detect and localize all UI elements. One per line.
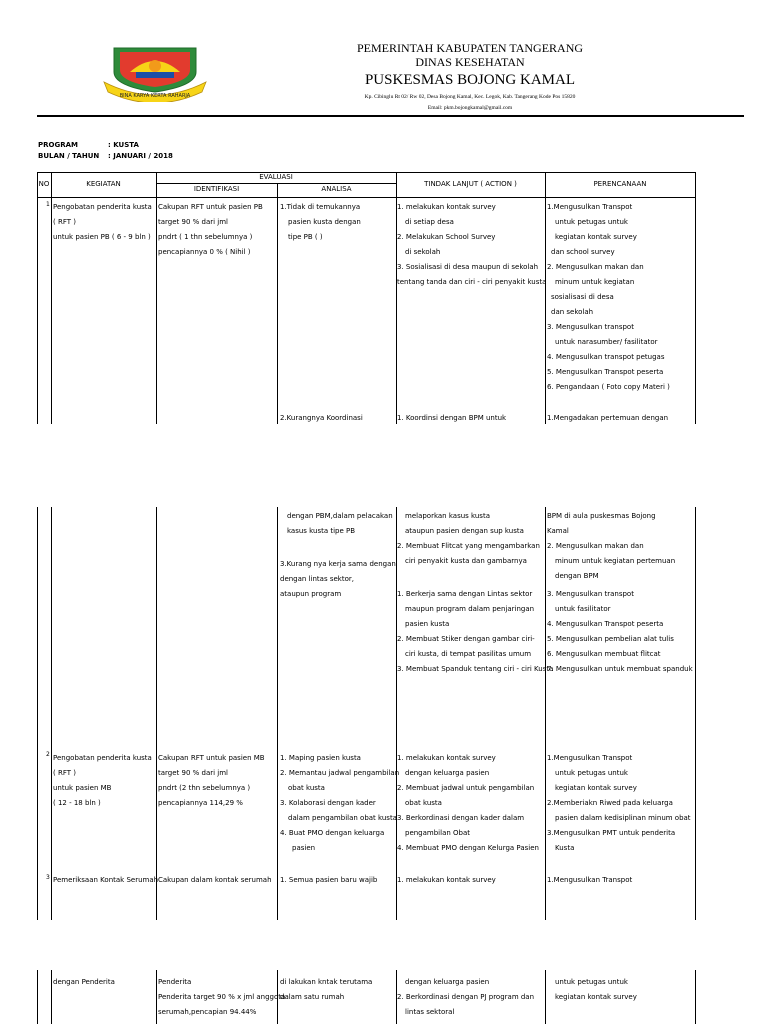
row-number: 2 <box>46 751 50 758</box>
letterhead-government: PEMERINTAH KABUPATEN TANGERANG <box>356 41 584 55</box>
letterhead-puskesmas: PUSKESMAS BOJONG KAMAL <box>364 72 576 88</box>
col-header-identifikasi: IDENTIFIKASI <box>193 185 240 193</box>
cell-text: 3. Kolaborasi dengan kader <box>280 799 376 807</box>
cell-text: 3. Sosialisasi di desa maupun di sekolah <box>397 263 539 271</box>
district-logo <box>100 42 210 102</box>
cell-text: untuk pasien PB ( 6 - 9 bln ) <box>53 233 151 241</box>
cell-text: untuk petugas untuk <box>555 769 628 777</box>
cell-text: ciri penyakit kusta dan gambarnya <box>405 557 527 565</box>
cell-text: melaporkan kasus kusta <box>405 512 490 520</box>
cell-text: 1.Tidak di temukannya <box>280 203 361 211</box>
cell-text: pasien dalam kedisiplinan minum obat <box>555 814 691 822</box>
cell-text: ( RFT ) <box>53 218 76 226</box>
cell-text: 5. Mengusulkan pembelian alat tulis <box>547 635 674 643</box>
row-number: 3 <box>46 874 50 881</box>
cell-kegiatan: Pemeriksaan Kontak Serumah <box>53 876 159 884</box>
cell-text: untuk petugas untuk <box>555 218 628 226</box>
program-label: PROGRAM <box>38 141 78 149</box>
program-value: : KUSTA <box>108 141 139 149</box>
cell-text: kegiatan kontak survey <box>555 993 637 1001</box>
cell-text: dengan PBM,dalam pelacakan <box>287 512 393 520</box>
cell-text: Cakupan RFT untuk pasien MB <box>158 754 265 762</box>
cell-text: 3. Berkordinasi dengan kader dalam <box>397 814 525 822</box>
cell-text: sosialisasi di desa <box>551 293 614 301</box>
cell-text: 1. melakukan kontak survey <box>397 203 496 211</box>
cell-text: pndrt (2 thn sebelumnya ) <box>158 784 251 792</box>
cell-text: ( RFT ) <box>53 769 76 777</box>
cell-text: 5. Mengusulkan Transpot peserta <box>547 368 664 376</box>
cell-text: dalam satu rumah <box>280 993 345 1001</box>
cell-text: pencapiannya 0 % ( Nihil ) <box>158 248 251 256</box>
cell-text: kegiatan kontak survey <box>555 233 637 241</box>
cell-text: obat kusta <box>288 784 325 792</box>
cell-text: 3.Mengusulkan PMT untuk penderita <box>547 829 676 837</box>
col-header-analisa: ANALISA <box>321 185 352 193</box>
cell-text: obat kusta <box>405 799 442 807</box>
cell-text: 2. Membuat jadwal untuk pengambilan <box>397 784 535 792</box>
cell-text: 7. Mengusulkan untuk membuat spanduk <box>547 665 693 673</box>
cell-text: pasien kusta <box>405 620 450 628</box>
cell-text: 1. Maping pasien kusta <box>280 754 361 762</box>
cell-perencanaan: 1.Mengusulkan Transpot <box>547 876 633 884</box>
cell-text: ( 12 - 18 bln ) <box>53 799 101 807</box>
cell-text: ciri kusta, di tempat pasilitas umum <box>405 650 532 658</box>
cell-tindak-lanjut: 1. melakukan kontak survey <box>397 876 496 884</box>
cell-text: dengan BPM <box>555 572 599 580</box>
cell-text: Cakupan RFT untuk pasien PB <box>158 203 263 211</box>
cell-text: 3. Mengusulkan transpot <box>547 323 634 331</box>
cell-text: pengambilan Obat <box>405 829 471 837</box>
cell-text: minum untuk kegiatan pertemuan <box>555 557 676 565</box>
cell-text: dalam pengambilan obat kusta <box>288 814 397 822</box>
cell-text: 1.Mengusulkan Transpot <box>547 754 633 762</box>
cell-text: 2. Memantau jadwal pengambilan <box>280 769 400 777</box>
cell-text: di setiap desa <box>405 218 454 226</box>
period-value: : JANUARI / 2018 <box>108 152 173 160</box>
cell-text: untuk petugas untuk <box>555 978 628 986</box>
cell-text: 2. Berkordinasi dengan PJ program dan <box>397 993 535 1001</box>
cell-text: 6. Pengandaan ( Foto copy Materi ) <box>547 383 670 391</box>
col-header-no: NO <box>38 180 50 188</box>
cell-text: 1. Koordinsi dengan BPM untuk <box>397 414 507 422</box>
cell-kegiatan: dengan Penderita <box>53 978 115 986</box>
cell-text: 1. Berkerja sama dengan Lintas sektor <box>397 590 533 598</box>
cell-text: di lakukan kntak terutama <box>280 978 373 986</box>
cell-text: Pengobatan penderita kusta <box>53 203 152 211</box>
cell-text: 2. Membuat Stiker dengan gambar ciri- <box>397 635 535 643</box>
letterhead-email: Email: pkm.bojongkamal@gmail.com <box>427 105 513 111</box>
col-header-evaluasi: EVALUASI <box>259 173 293 181</box>
cell-text: 2. Melakukan School Survey <box>397 233 496 241</box>
letterhead-address: Kp. Cibinglu Rt 02/ Rw 02, Desa Bojong Kamal, Kec. Legok, Kab. Tangerang Kode Pos 15820 <box>364 94 576 100</box>
cell-text: 4. Mengusulkan Transpot peserta <box>547 620 664 628</box>
cell-text: dengan lintas sektor, <box>280 575 354 583</box>
cell-text: di sekolah <box>405 248 441 256</box>
cell-text: 2.Kurangnya Koordinasi <box>280 414 363 422</box>
col-header-tindak-lanjut: TINDAK LANJUT ( ACTION ) <box>424 180 517 188</box>
cell-text: kegiatan kontak survey <box>555 784 637 792</box>
cell-text: dan school survey <box>551 248 615 256</box>
cell-text: 2. Membuat Flitcat yang mengambarkan <box>397 542 540 550</box>
cell-text: dengan keluarga pasien <box>405 978 490 986</box>
cell-text: 3.Kurang nya kerja sama dengan <box>280 560 396 568</box>
cell-text: BPM di aula puskesmas Bojong <box>547 512 656 520</box>
cell-text: kasus kusta tipe PB <box>287 527 356 535</box>
cell-analisa: 1. Semua pasien baru wajib <box>280 876 378 884</box>
cell-text: untuk pasien MB <box>53 784 112 792</box>
cell-text: minum untuk kegiatan <box>555 278 635 286</box>
cell-text: 4. Buat PMO dengan keluarga <box>280 829 385 837</box>
cell-text: tipe PB ( ) <box>288 233 323 241</box>
cell-text: Pengobatan penderita kusta <box>53 754 152 762</box>
cell-text: 2. Mengusulkan makan dan <box>547 263 644 271</box>
cell-text: untuk fasilitator <box>555 605 611 613</box>
cell-text: 2.Memberiakn Riwed pada keluarga <box>547 799 673 807</box>
cell-text: pasien <box>292 844 316 852</box>
cell-text: 3. Mengusulkan transpot <box>547 590 634 598</box>
cell-text: tentang tanda dan ciri - ciri penyakit kusta <box>397 278 547 286</box>
cell-text: serumah,pencapian 94.44% <box>158 1008 257 1016</box>
cell-text: 6. Mengusulkan membuat flitcat <box>547 650 661 658</box>
cell-text: target 90 % dari jml <box>158 769 229 777</box>
period-label: BULAN / TAHUN <box>38 152 100 160</box>
cell-text: pencapiannya 114,29 % <box>158 799 243 807</box>
cell-identifikasi: Cakupan dalam kontak serumah <box>158 876 272 884</box>
cell-text: dan sekolah <box>551 308 594 316</box>
cell-text: ataupun pasien dengan sup kusta <box>405 527 524 535</box>
letterhead-agency: DINAS KESEHATAN <box>415 55 525 69</box>
cell-text: 1.Mengadakan pertemuan dengan <box>547 414 669 422</box>
cell-text: Kusta <box>555 844 575 852</box>
cell-text: 4. Mengusulkan transpot petugas <box>547 353 665 361</box>
row-number: 1 <box>46 201 50 208</box>
cell-text: dengan keluarga pasien <box>405 769 490 777</box>
cell-text: ataupun program <box>280 590 342 598</box>
cell-text: target 90 % dari jml <box>158 218 229 226</box>
cell-text: 3. Membuat Spanduk tentang ciri - ciri Kusta <box>397 665 554 673</box>
tangerang-emblem-icon <box>100 42 210 102</box>
col-header-kegiatan: KEGIATAN <box>86 180 121 188</box>
cell-text: Kamal <box>547 527 569 535</box>
col-header-perencanaan: PERENCANAAN <box>593 180 647 188</box>
cell-text: 4. Membuat PMO dengan Kelurga Pasien <box>397 844 539 852</box>
cell-text: 2. Mengusulkan makan dan <box>547 542 644 550</box>
cell-text: lintas sektoral <box>405 1008 455 1016</box>
cell-text: pndrt ( 1 thn sebelumnya ) <box>158 233 253 241</box>
cell-text: maupun program dalam penjaringan <box>405 605 535 613</box>
cell-text: Penderita target 90 % x jml anggota <box>158 993 286 1001</box>
cell-text: pasien kusta dengan <box>288 218 361 226</box>
cell-text: 1. melakukan kontak survey <box>397 754 496 762</box>
letterhead-rule <box>37 115 744 117</box>
cell-text: 1.Mengusulkan Transpot <box>547 203 633 211</box>
logo-motto: BINA KARYA KERTA RAHARJA <box>119 93 191 99</box>
cell-text: untuk narasumber/ fasilitator <box>555 338 658 346</box>
cell-text: Penderita <box>158 978 192 986</box>
